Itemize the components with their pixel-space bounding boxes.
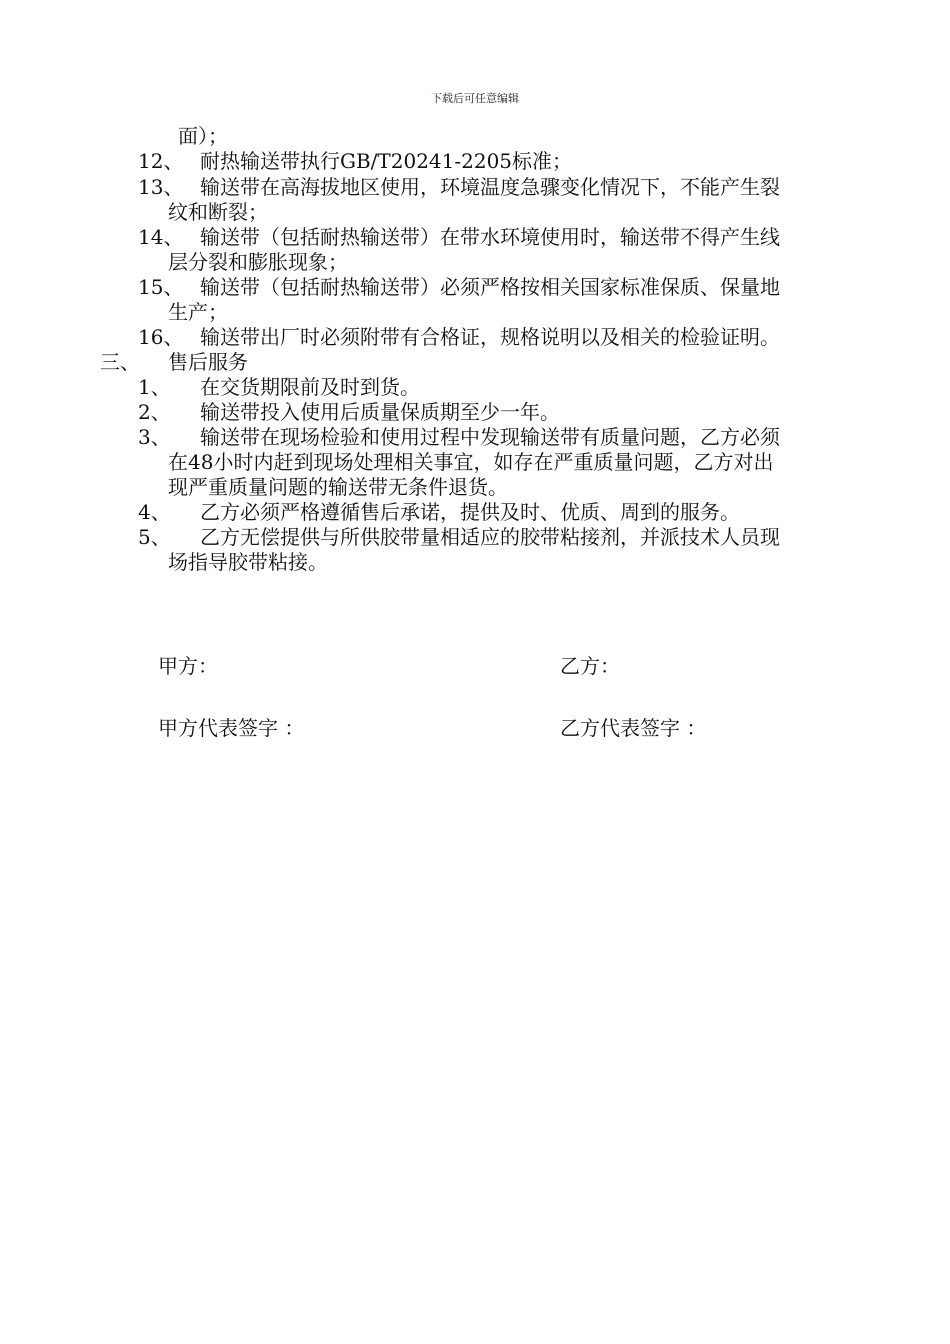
list-item-text: 输送带（包括耐热输送带）在带水环境使用时，输送带不得产生线 [200, 225, 780, 249]
list-item-number: 3、 [138, 425, 171, 449]
list-item-number: 1、 [138, 375, 171, 399]
list-item-text: 在交货期限前及时到货。 [200, 375, 420, 399]
party-a-representative-signature: 甲方代表签字 ： [158, 716, 305, 740]
list-item-number: 2、 [138, 400, 171, 424]
list-item-number: 14、 [138, 225, 184, 249]
section-title: 售后服务 [168, 350, 248, 374]
list-item-text: 层分裂和膨胀现象； [168, 250, 348, 274]
list-item-text: 乙方必须严格遵循售后承诺，提供及时、优质、周到的服务。 [200, 500, 740, 524]
list-item-text: 纹和断裂； [168, 200, 268, 224]
section-number: 三、 [100, 350, 140, 374]
list-item-text: 输送带在高海拔地区使用，环境温度急骤变化情况下，不能产生裂 [200, 175, 780, 199]
party-b-representative-signature: 乙方代表签字 ： [560, 716, 707, 740]
list-item-text: 输送带投入使用后质量保质期至少一年。 [200, 400, 560, 424]
list-item-text: 场指导胶带粘接。 [168, 550, 328, 574]
list-item-number: 4、 [138, 500, 171, 524]
list-item-number: 15、 [138, 275, 184, 299]
list-item-text: 现严重质量问题的输送带无条件退货。 [168, 475, 508, 499]
page-header: 下载后可任意编辑 [431, 92, 519, 105]
party-b-label: 乙方： [560, 654, 620, 678]
list-item-number: 5、 [138, 525, 171, 549]
list-item-text: 面）； [178, 124, 228, 148]
list-item-text: 输送带出厂时必须附带有合格证，规格说明以及相关的检验证明。 [200, 325, 780, 349]
list-item-number: 16、 [138, 325, 184, 349]
list-item-text: 输送带（包括耐热输送带）必须严格按相关国家标准保质、保量地 [200, 275, 780, 299]
list-item-text: 耐热输送带执行GB/T20241-2205标准； [200, 149, 573, 173]
list-item-number: 13、 [138, 175, 184, 199]
list-item-text: 输送带在现场检验和使用过程中发现输送带有质量问题，乙方必须 [200, 425, 780, 449]
list-item-text: 在48小时内赶到现场处理相关事宜，如存在严重质量问题，乙方对出 [168, 450, 774, 474]
list-item-number: 12、 [138, 149, 184, 173]
party-a-label: 甲方： [158, 654, 218, 678]
list-item-text: 生产； [168, 300, 228, 324]
list-item-text: 乙方无偿提供与所供胶带量相适应的胶带粘接剂，并派技术人员现 [200, 525, 780, 549]
